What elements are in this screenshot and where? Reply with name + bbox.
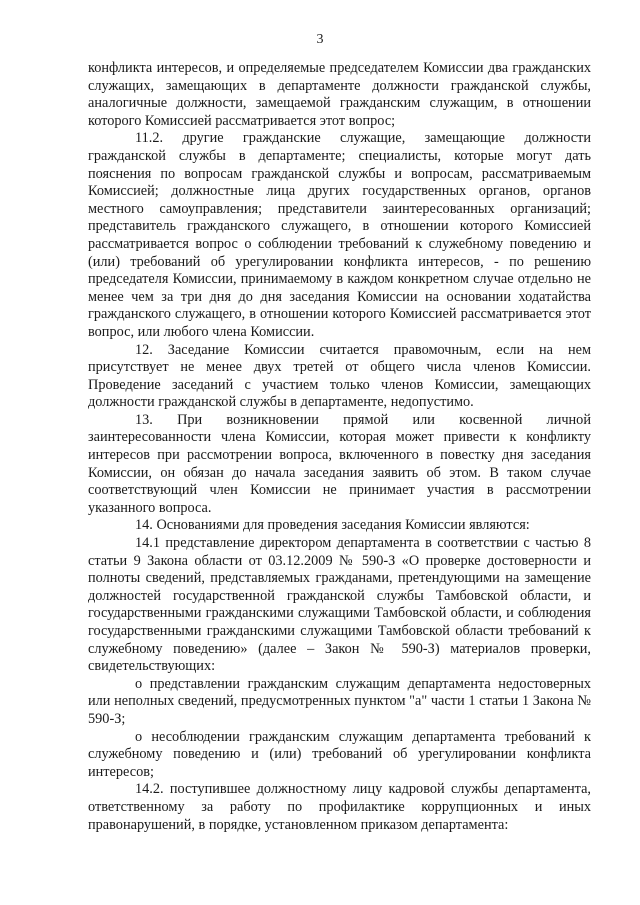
paragraph: о несоблюдении гражданским служащим департамента требований к служебному поведению и (или) требований об урегулировании конфликта интересов; [88, 728, 591, 780]
paragraph: 14.2. поступившее должностному лицу кадровой службы департамента, ответственному за работу по профилактике коррупционных и иных правонарушений, в порядке, установленном приказом департамента: [88, 781, 591, 833]
body-text [88, 60, 591, 834]
paragraph: 12. Заседание Комиссии считается правомочным, если на нем присутствует не менее двух третей от общего числа членов Комиссии. Проведение заседаний с участием только членов Комиссии, замещающих должности гражданской службы в департаменте, недопустимо. [88, 341, 591, 411]
paragraph: 14. Основаниями для проведения заседания Комиссии являются: [135, 517, 530, 534]
paragraph: 13. При возникновении прямой или косвенной личной заинтересованности члена Комиссии, которая может привести к конфликту интересов при рассмотрении вопроса, включенного в повестку дня заседания Комиссии, он обязан до начала заседания заявить об этом. В таком случае соответствующий член Комиссии не принимает участия в рассмотрении указанного вопроса. [88, 411, 591, 516]
paragraph: 11.2. другие гражданские служащие, замещающие должности гражданской службы в департаменте; специалисты, которые могут дать пояснения по вопросам гражданской службы и вопросам, рассматриваемым Комиссией; должностные лица других государственных органов, органов местного самоуправления; представители заинтересованных организаций; представитель гражданского служащего, в отношении которого Комиссией рассматривается вопрос о соблюдении требований к служебному поведению и (или) требований об урегулировании конфликта интересов, - по решению председателя Комиссии, принимаемому в каждом конкретном случае отдельно не менее чем за три дня до дня заседания Комиссии на основании ходатайства гражданского служащего, в отношении которого Комиссией рассматривается этот вопрос, или любого члена Комиссии. [88, 130, 591, 340]
paragraph: конфликта интересов, и определяемые председателем Комиссии два гражданских служащих, замещающих в департаменте должности гражданской службы, аналогичные должности, замещаемой гражданским служащим, в отношении которого Комиссией рассматривается этот вопрос; [88, 60, 591, 129]
page-number: 3 [316, 32, 324, 47]
paragraph: о представлении гражданским служащим департамента недостоверных или неполных сведений, предусмотренных пунктом "а" части 1 статьи 1 Закона № 590-З; [88, 675, 591, 727]
paragraph: 14.1 представление директором департамента в соответствии с частью 8 статьи 9 Закона области от 03.12.2009 № 590-З «О проверке достоверности и полноты сведений, представляемых гражданами, претендующими на замещение должностей государственной гражданской службы Тамбовской области, и государственными гражданскими служащими Тамбовской области, и соблюдения государственными гражданскими служащими Тамбовской области требований к служебному поведению» (далее – Закон № 590-З) материалов проверки, свидетельствующих: [88, 535, 591, 675]
